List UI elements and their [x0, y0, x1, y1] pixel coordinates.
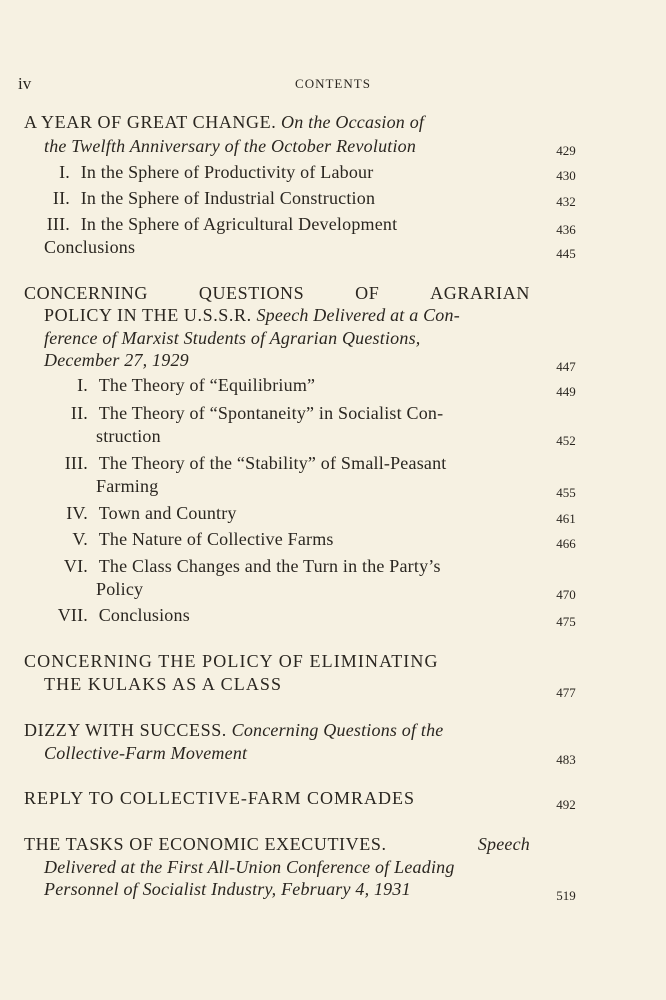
- toc-subentry: [18, 375, 315, 396]
- roman-numeral: V.: [72, 529, 88, 549]
- toc-subentry: [18, 403, 443, 424]
- page-title: CONTENTS: [295, 76, 371, 91]
- subentry-page-number: 452: [556, 433, 576, 448]
- roman-numeral: III.: [46, 214, 70, 234]
- toc-entry-reply-to-comrades: REPLY TO COLLECTIVE-FARM COMRADES: [24, 788, 416, 808]
- subentry-page-number: 430: [556, 168, 576, 183]
- entry-subtitle-date: December 27, 1929: [44, 350, 189, 370]
- entry-page-number: 477: [556, 685, 576, 700]
- entry-subtitle-cont: Delivered at the First All-Union Conference of Leading: [44, 857, 455, 877]
- subentry-title: The Theory of “Equilibrium”: [98, 375, 316, 395]
- subentry-title-cont: Policy: [96, 579, 144, 599]
- page-number: iv: [18, 74, 32, 93]
- entry-title-line: POLICY IN THE U.S.S.R.: [44, 305, 252, 325]
- subentry-page-number: 475: [556, 614, 576, 629]
- roman-numeral: III.: [64, 453, 88, 473]
- entry-title-cont: [44, 305, 460, 326]
- entry-subtitle-cont: the Twelfth Anniversary of the October Revolution: [44, 136, 417, 156]
- entry-title-word: CONCERNING: [24, 283, 149, 303]
- toc-entry-year-of-great-change: [24, 112, 424, 133]
- entry-title-word: AGRARIAN: [430, 283, 530, 303]
- subentry-title-cont: Farming: [96, 476, 159, 496]
- subentry-title: The Theory of “Spontaneity” in Socialist Con-: [98, 403, 444, 423]
- toc-entry-economic-executives: [24, 834, 530, 855]
- entry-subtitle: Concerning Questions of the: [231, 720, 444, 740]
- entry-page-number: 483: [556, 752, 576, 767]
- subentry-page-number: 455: [556, 485, 576, 500]
- entry-page-number: 519: [556, 888, 576, 903]
- roman-numeral: VII.: [57, 605, 88, 625]
- entry-subtitle: On the Occasion of: [281, 112, 425, 132]
- entry-subtitle-cont: ference of Marxist Students of Agrarian Questions,: [44, 328, 421, 348]
- subentry-title: In the Sphere of Agricultural Development: [80, 214, 398, 234]
- entry-title-word: OF: [355, 283, 380, 303]
- toc-subentry: [18, 605, 190, 626]
- subentry-page-number: 466: [556, 536, 576, 551]
- roman-numeral: II.: [70, 403, 88, 423]
- toc-entry-agrarian-policy: [24, 283, 530, 304]
- toc-subentry: [18, 529, 334, 550]
- roman-numeral: I.: [77, 375, 88, 395]
- subentry-title: The Class Changes and the Turn in the Party’s: [98, 556, 441, 576]
- subentry-page-number: 449: [556, 384, 576, 399]
- subentry-title: In the Sphere of Productivity of Labour: [80, 162, 374, 182]
- subentry-title: Town and Country: [98, 503, 237, 523]
- toc-subentry: [18, 453, 446, 474]
- subentry-title: The Theory of the “Stability” of Small-Peasant: [98, 453, 447, 473]
- toc-subentry: [18, 503, 237, 524]
- subentry-title-cont: struction: [96, 426, 161, 446]
- entry-title: THE TASKS OF ECONOMIC EXECUTIVES.: [24, 834, 387, 854]
- toc-subentry: [0, 214, 397, 235]
- subentry-page-number: 470: [556, 587, 576, 602]
- subentry-page-number: 445: [556, 246, 576, 261]
- roman-numeral: II.: [52, 188, 70, 208]
- toc-entry-eliminating-kulaks: CONCERNING THE POLICY OF ELIMINATING: [24, 651, 439, 671]
- entry-title-cont: THE KULAKS AS A CLASS: [44, 674, 283, 694]
- subentry-title: Conclusions: [98, 605, 190, 625]
- subentry-page-number: 436: [556, 222, 576, 237]
- subentry-page-number: 432: [556, 194, 576, 209]
- entry-page-number: 447: [556, 359, 576, 374]
- toc-entry-dizzy-with-success: [24, 720, 444, 741]
- entry-subtitle-cont: Collective-Farm Movement: [44, 743, 248, 763]
- roman-numeral: I.: [59, 162, 70, 182]
- toc-subentry: [18, 556, 441, 577]
- subentry-title: The Nature of Collective Farms: [98, 529, 334, 549]
- toc-subentry: [0, 188, 375, 209]
- entry-title: A YEAR OF GREAT CHANGE.: [24, 112, 277, 132]
- toc-subentry: [0, 162, 373, 183]
- subentry-title: Conclusions: [44, 237, 136, 257]
- entry-title-word: QUESTIONS: [198, 283, 305, 303]
- subentry-page-number: 461: [556, 511, 576, 526]
- roman-numeral: VI.: [63, 556, 88, 576]
- entry-subtitle: Speech Delivered at a Con-: [256, 305, 460, 325]
- subentry-title: In the Sphere of Industrial Construction: [80, 188, 376, 208]
- roman-numeral: IV.: [66, 503, 88, 523]
- entry-page-number: 492: [556, 797, 576, 812]
- entry-title: DIZZY WITH SUCCESS.: [24, 720, 227, 740]
- entry-subtitle-cont: Personnel of Socialist Industry, February 4, 1931: [44, 879, 411, 899]
- entry-subtitle: Speech: [477, 834, 530, 854]
- entry-page-number: 429: [556, 143, 576, 158]
